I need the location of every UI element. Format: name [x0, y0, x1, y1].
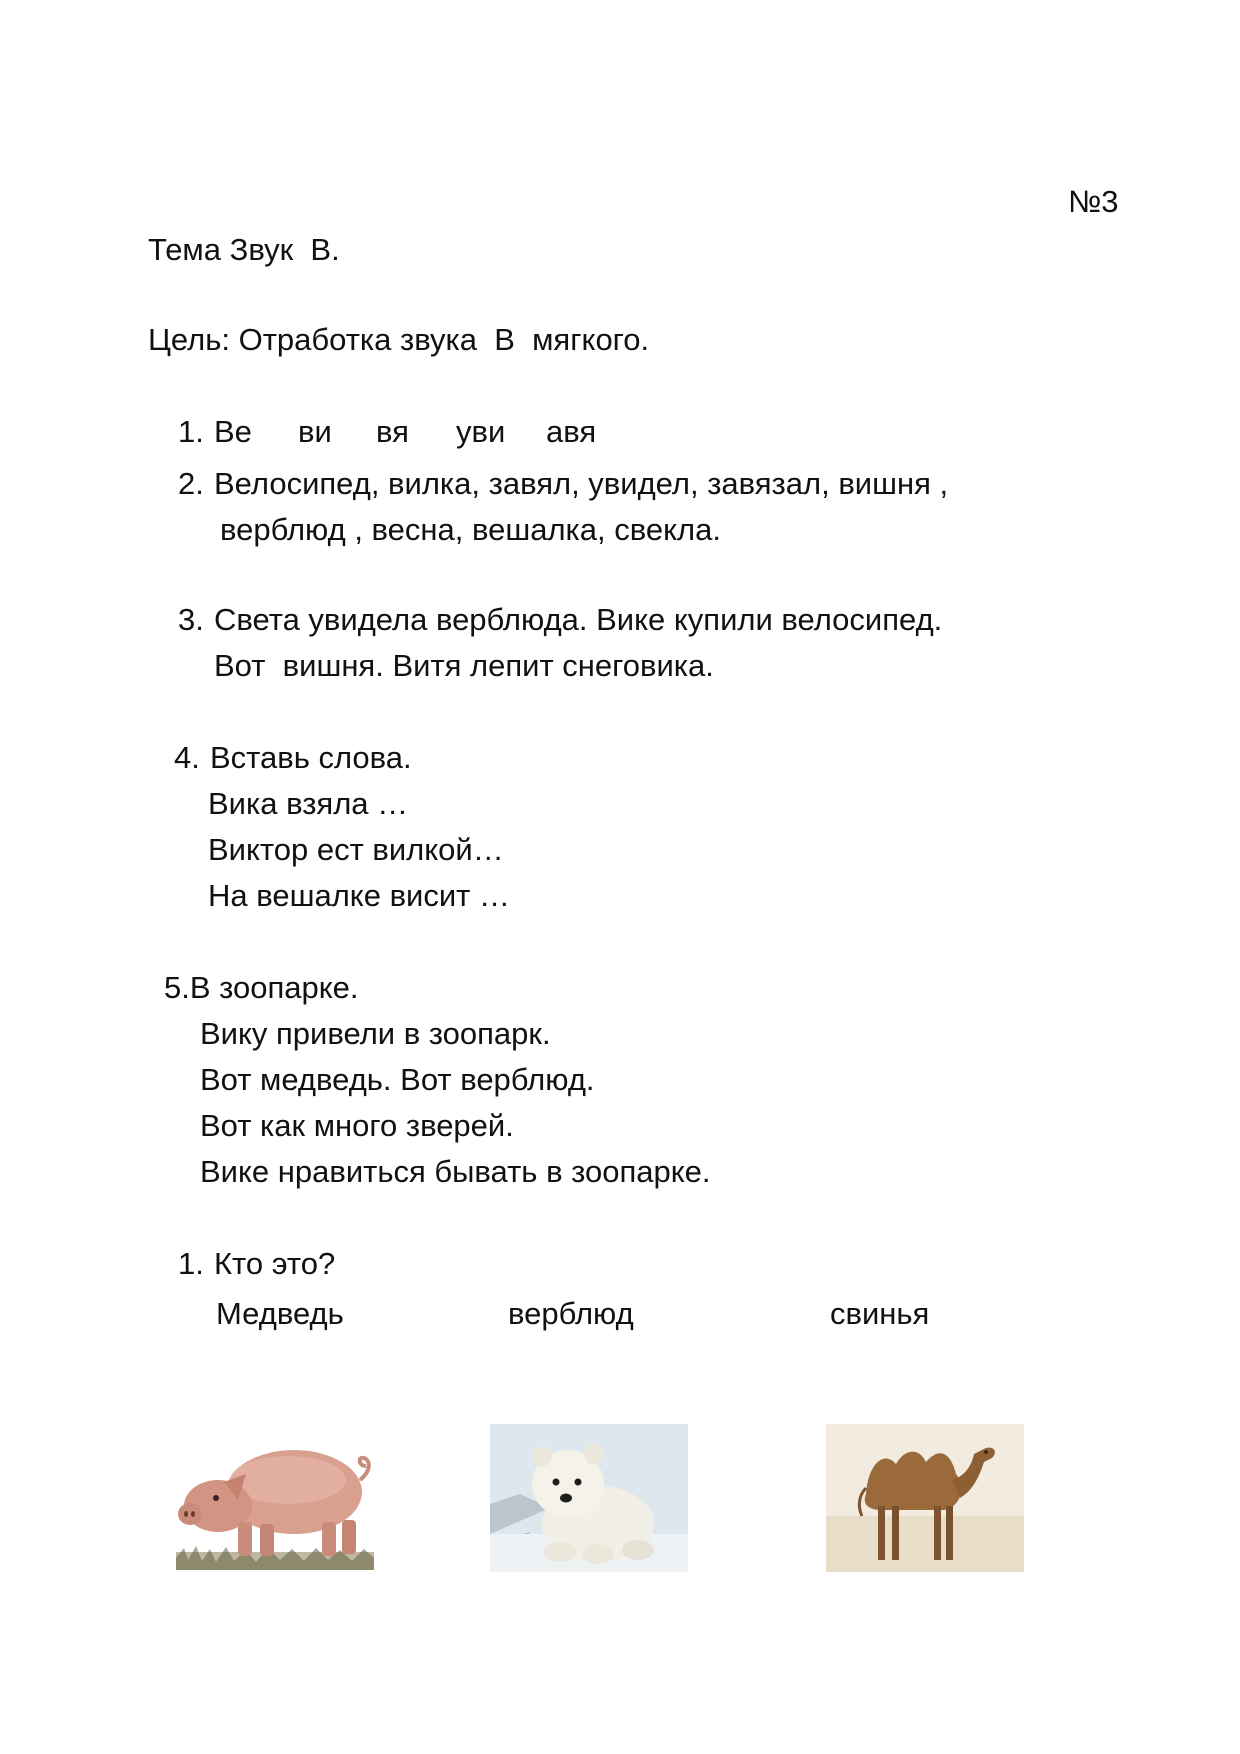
topic-title: Тема Звук В.	[148, 232, 340, 267]
task4-number: 4.	[174, 740, 200, 775]
syllable: Ве	[214, 414, 252, 449]
task3-line: Света увидела верблюда. Вике купили велосипед.	[214, 602, 943, 637]
animal-word: Медведь	[216, 1296, 344, 1331]
bear-cub-picture	[490, 1424, 688, 1572]
task6-number: 1.	[178, 1246, 204, 1281]
pig-icon	[176, 1430, 374, 1570]
task2-line: Велосипед, вилка, завял, увидел, завязал, вишня ,	[214, 466, 949, 501]
camel-icon	[826, 1424, 1024, 1572]
task4-line: Вика взяла …	[208, 786, 409, 821]
syllable: уви	[456, 414, 506, 449]
goal-line: Цель: Отработка звука В мягкого.	[148, 322, 650, 357]
task5-line: Вике нравиться бывать в зоопарке.	[200, 1154, 711, 1189]
task3-line: Вот вишня. Витя лепит снеговика.	[214, 648, 714, 683]
page-number: №3	[1068, 184, 1119, 219]
task6-question: Кто это?	[214, 1246, 336, 1281]
animal-word: верблюд	[508, 1296, 634, 1331]
task4-line: На вешалке висит …	[208, 878, 510, 913]
task1-number: 1.	[178, 414, 204, 449]
task5-title: 5.В зоопарке.	[164, 970, 359, 1005]
bear-cub-icon	[490, 1424, 688, 1572]
syllable: авя	[546, 414, 597, 449]
task3-number: 3.	[178, 602, 204, 637]
syllable: вя	[376, 414, 409, 449]
syllable: ви	[298, 414, 332, 449]
task5-line: Вот медведь. Вот верблюд.	[200, 1062, 595, 1097]
camel-picture	[826, 1424, 1024, 1572]
task2-line: верблюд , весна, вешалка, свекла.	[220, 512, 721, 547]
task5-line: Вот как много зверей.	[200, 1108, 514, 1143]
task4-line: Виктор ест вилкой…	[208, 832, 504, 867]
task2-number: 2.	[178, 466, 204, 501]
task4-title: Вставь слова.	[210, 740, 412, 775]
animal-word: свинья	[830, 1296, 930, 1331]
task5-line: Вику привели в зоопарк.	[200, 1016, 551, 1051]
pig-picture	[176, 1430, 374, 1570]
